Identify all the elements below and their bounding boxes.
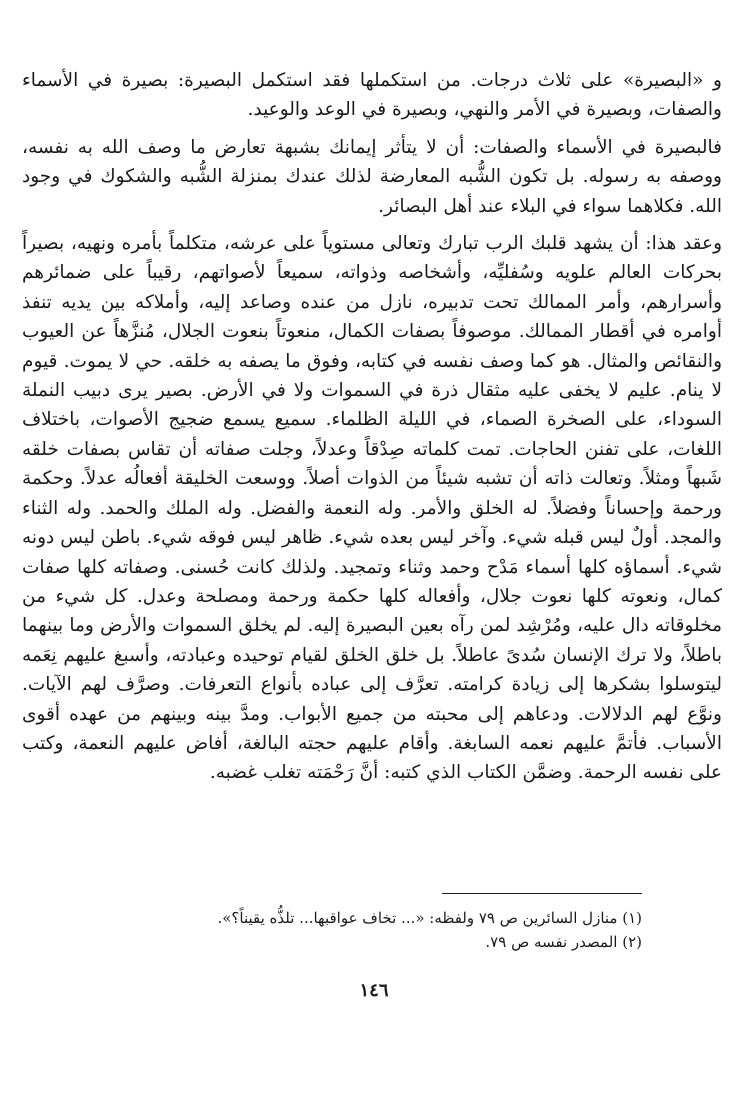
footnote-separator <box>442 893 642 894</box>
paragraph-3: وعقد هذا: أن يشهد قلبك الرب تبارك وتعالى مستوياً على عرشه، متكلماً بأمره ونهيه، بصيراً بحركات العالم علويه وسُفليِّه، وأشخاصه وذواته، سميعاً لأصواتهم، رقيباً على ضمائرهم وأسرارهم، وأمر الممالك تحت تدبيره، نازل من عنده وصاعد إليه، وأملاكه بين يديه تنفذ أوامره في أقطار الممالك. موصوفاً بصفات الكمال، منعوتاً بنعوت الجلال، مُنزَّهاً عن العيوب والنقائص والمثال. هو كما وصف نفسه في كتابه، وفوق ما يصفه به خلقه. حي لا يموت. قيوم لا ينام. عليم لا يخفى عليه مثقال ذرة في السموات ولا في الأرض. بصير يرى دبيب النملة السوداء، على الصخرة الصماء، في الليلة الظلماء. سميع يسمع ضجيج الأصوات، باختلاف اللغات، على تفنن الحاجات. تمت كلماته صِدْقاً وعدلاً، وجلت صفاته أن تقاس بصفات خلقه شَبهاً ومثلاً. وتعالت ذاته أن تشبه شيئاً من الذوات أصلاً. ووسعت الخليقة أفعالُه عدلاً. وحكمة ورحمة وإحساناً وفضلاً. له الخلق والأمر. وله النعمة والفضل. وله الملك والحمد. وله الثناء والمجد. أولٌ ليس قبله شيء. وآخر ليس بعده شيء. ظاهر ليس فوقه شيء. باطن ليس دونه شيء. أسماؤه كلها أسماء مَدْح وحمد وثناء وتمجيد. ولذلك كانت حُسنى. وصفاته كلها صفات كمال، ونعوته كلها نعوت جلال، وأفعاله كلها حكمة ورحمة ومصلحة وعدل. كل شيء من مخلوقاته دال عليه، ومُرْشِد لمن رآه بعين البصيرة إليه. لم يخلق السموات والأرض وما بينهما باطلاً، ولا ترك الإنسان سُدىً عاطلاً. بل خلق الخلق لقيام توحيده وعبادته، وأسبغ عليهم نِعَمه ليتوسلوا بشكرها إلى زيادة كرامته. تعرَّف إلى عباده بأنواع التعرفات. وصرَّف لهم الآيات. ونوَّع لهم الدلالات. ودعاهم إلى محبته من جميع الأبواب. ومدَّ بينه وبينهم من عهده أقوى الأسباب. فأتمَّ عليهم نعمه السابغة. وأقام عليهم حجته البالغة، أفاض عليهم النعمة، وكتب على نفسه الرحمة. وضمَّن الكتاب الذي كتبه: أنَّ رَحْمَته تغلب غضبه. <box>22 233 722 784</box>
paragraph-1: و «البصيرة» على ثلاث درجات. من استكملها فقد استكمل البصيرة: بصيرة في الأسماء والصفات، وبصيرة في الأمر والنهي، وبصيرة في الوعد والوعيد. <box>22 70 722 121</box>
footnote-2: (٢) المصدر نفسه ص ٧٩. <box>485 933 642 951</box>
footnotes <box>100 906 642 954</box>
paragraph-2: فالبصيرة في الأسماء والصفات: أن لا يتأثر إيمانك بشبهة تعارض ما وصف الله به نفسه، ووصفه به رسوله. بل تكون الشُّبه المعارضة لذلك عندك بمنزلة الشُّبه والشكوك في وجود الله. فكلاهما سواء في البلاء عند أهل البصائر. <box>22 136 722 217</box>
footnote-1: (١) منازل السائرين ص ٧٩ ولفظه: «... تخاف عواقبها... تلذُّه يقيناً؟». <box>217 909 642 927</box>
page-number: ١٤٦ <box>359 980 389 1001</box>
main-text <box>22 66 722 796</box>
